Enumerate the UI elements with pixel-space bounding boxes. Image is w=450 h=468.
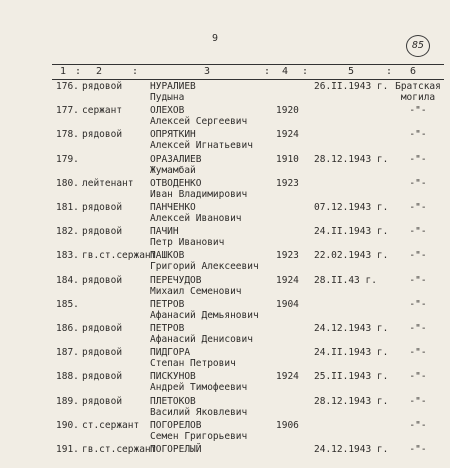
row-burial-place: -"- <box>409 371 427 383</box>
row-surname: ПАШКОВ <box>150 250 185 262</box>
row-number: 180. <box>56 177 79 189</box>
row-burial-place: Братская могила <box>395 81 441 103</box>
row-burial-place: -"- <box>409 419 427 431</box>
row-death-date: 24.II.1943 г. <box>314 226 389 238</box>
row-death-date: 24.II.1943 г. <box>314 347 389 359</box>
row-death-date: 25.II.1943 г. <box>314 371 389 383</box>
row-rank: рядовой <box>82 323 123 334</box>
row-given-name: Иван Владимирович <box>150 188 248 200</box>
row-surname: ПОГОРЕЛОВ <box>150 419 202 431</box>
row-birth-year: 1904 <box>276 298 299 310</box>
row-rank: ст.сержант <box>82 419 140 431</box>
row-birth-year: 1924 <box>276 129 299 141</box>
row-rank: рядовой <box>82 347 123 359</box>
row-rank: рядовой <box>82 81 123 92</box>
table-row <box>0 420 450 444</box>
row-burial-place: -"- <box>409 153 427 165</box>
row-number: 185. <box>56 298 79 310</box>
row-given-name: Григорий Алексеевич <box>150 261 259 273</box>
row-death-date: 28.12.1943 г. <box>314 153 389 165</box>
header-sep: : <box>302 66 309 77</box>
row-rank: гв.ст.сержант <box>82 250 157 262</box>
header-col-5: 5 <box>348 66 355 77</box>
row-rank: гв.ст.сержант <box>82 444 157 455</box>
header-col-4: 4 <box>282 66 289 77</box>
header-col-1: 1 <box>60 66 67 77</box>
row-given-name: Алексей Сергеевич <box>150 116 248 128</box>
row-surname: ПЕТРОВ <box>150 323 185 334</box>
header-sep: : <box>75 66 82 77</box>
header-sep: : <box>132 66 139 77</box>
row-birth-year: 1924 <box>276 371 299 383</box>
table-row <box>0 129 450 153</box>
table-row <box>0 347 450 371</box>
row-burial-place: -"- <box>409 274 427 286</box>
row-burial-place: -"- <box>409 250 427 262</box>
table-row <box>0 396 450 420</box>
row-surname: ПЕТРОВ <box>150 298 185 310</box>
row-number: 182. <box>56 226 79 238</box>
row-surname: ПАНЧЕНКО <box>150 202 196 213</box>
row-death-date: 22.02.1943 г. <box>314 250 389 262</box>
row-death-date: 24.12.1943 г. <box>314 444 389 455</box>
row-death-date: 28.12.1943 г. <box>314 395 389 407</box>
table-row <box>0 154 450 178</box>
row-surname: ПЕРЕЧУДОВ <box>150 274 202 286</box>
row-number: 190. <box>56 419 79 431</box>
row-rank: лейтенант <box>82 177 134 189</box>
row-number: 188. <box>56 371 79 383</box>
row-burial-place: -"- <box>409 444 427 455</box>
row-number: 184. <box>56 274 79 286</box>
row-birth-year: 1924 <box>276 274 299 286</box>
row-birth-year: 1920 <box>276 105 299 117</box>
row-burial-place: -"- <box>409 129 427 141</box>
table-row <box>0 250 450 274</box>
row-surname: ОЛЕХОВ <box>150 105 185 117</box>
row-surname: ПИДГОРА <box>150 347 191 359</box>
row-rank: сержант <box>82 105 123 117</box>
row-burial-place: -"- <box>409 105 427 117</box>
row-surname: ПАЧИН <box>150 226 179 238</box>
row-given-name: Афанасий Денисович <box>150 334 253 345</box>
row-number: 176. <box>56 81 79 92</box>
row-number: 191. <box>56 444 79 455</box>
row-burial-place: -"- <box>409 347 427 359</box>
page-number: 9 <box>212 33 219 44</box>
row-number: 178. <box>56 129 79 141</box>
row-given-name: Петр Иванович <box>150 237 225 249</box>
row-given-name: Алексей Игнатьевич <box>150 140 253 152</box>
row-birth-year: 1906 <box>276 419 299 431</box>
row-given-name: Пудына <box>150 92 185 103</box>
row-death-date: 26.II.1943 г. <box>314 81 389 92</box>
table-header <box>52 64 444 80</box>
row-burial-place: -"- <box>409 298 427 310</box>
table-row <box>0 444 450 468</box>
row-number: 177. <box>56 105 79 117</box>
row-birth-year: 1910 <box>276 153 299 165</box>
row-surname: ПОГОРЕЛЫЙ <box>150 444 202 455</box>
row-rank: рядовой <box>82 395 123 407</box>
row-burial-place: -"- <box>409 323 427 334</box>
table-row <box>0 299 450 323</box>
archive-stamp: 85 <box>406 35 430 57</box>
row-rank: рядовой <box>82 129 123 141</box>
row-number: 179. <box>56 153 79 165</box>
row-death-date: 28.II.43 г. <box>314 274 377 286</box>
header-col-3: 3 <box>204 66 211 77</box>
row-number: 181. <box>56 202 79 213</box>
row-death-date: 24.12.1943 г. <box>314 323 389 334</box>
row-rank: рядовой <box>82 371 123 383</box>
row-surname: ОПРЯТКИН <box>150 129 196 141</box>
row-surname: ПЛЕТОКОВ <box>150 395 196 407</box>
row-surname: ОРАЗАЛИЕВ <box>150 153 202 165</box>
row-burial-place: -"- <box>409 395 427 407</box>
row-burial-place: -"- <box>409 177 427 189</box>
row-given-name: Афанасий Демьянович <box>150 309 259 321</box>
row-given-name: Андрей Тимофеевич <box>150 382 248 394</box>
row-birth-year: 1923 <box>276 250 299 262</box>
row-surname: ОТВОДЕНКО <box>150 177 202 189</box>
header-col-6: 6 <box>410 66 417 77</box>
header-sep: : <box>264 66 271 77</box>
table-row <box>0 226 450 250</box>
row-given-name: Семен Григорьевич <box>150 430 248 442</box>
row-birth-year: 1923 <box>276 177 299 189</box>
row-burial-place: -"- <box>409 226 427 238</box>
row-rank: рядовой <box>82 202 123 213</box>
row-rank: рядовой <box>82 274 123 286</box>
row-number: 186. <box>56 323 79 334</box>
table-row <box>0 178 450 202</box>
row-death-date: 07.12.1943 г. <box>314 202 389 213</box>
header-col-2: 2 <box>96 66 103 77</box>
row-given-name: Алексей Иванович <box>150 213 242 224</box>
table-row <box>0 105 450 129</box>
row-rank: рядовой <box>82 226 123 238</box>
table-row <box>0 81 450 105</box>
row-burial-place: -"- <box>409 202 427 213</box>
row-number: 187. <box>56 347 79 359</box>
table-row <box>0 371 450 395</box>
row-given-name: Михаил Семенович <box>150 285 242 297</box>
table-row <box>0 275 450 299</box>
row-surname: ПИСКУНОВ <box>150 371 196 383</box>
row-given-name: Степан Петрович <box>150 358 236 370</box>
row-number: 183. <box>56 250 79 262</box>
table-row <box>0 202 450 226</box>
row-surname: НУРАЛИЕВ <box>150 81 196 92</box>
row-number: 189. <box>56 395 79 407</box>
header-sep: : <box>386 66 393 77</box>
table-row <box>0 323 450 347</box>
row-given-name: Жумамбай <box>150 164 196 176</box>
row-given-name: Василий Яковлевич <box>150 406 248 418</box>
